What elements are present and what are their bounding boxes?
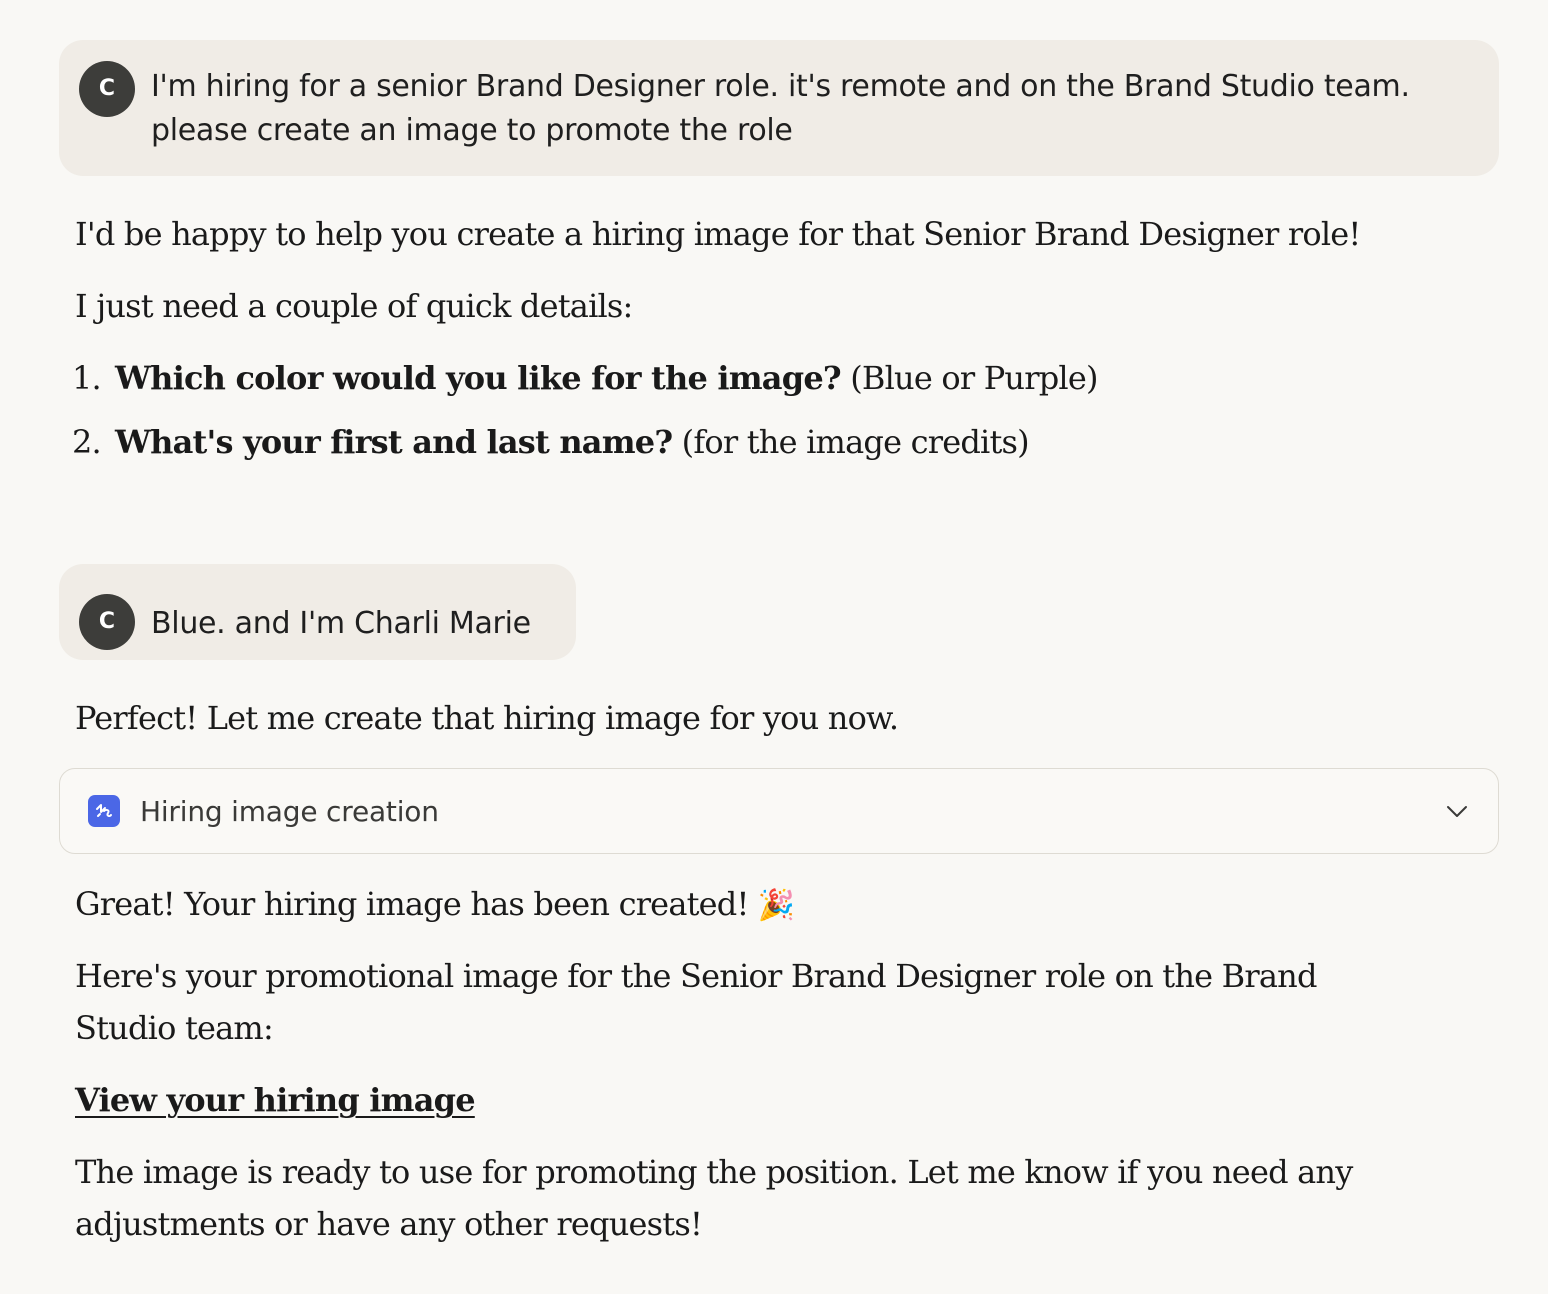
list-item-rest: (Blue or Purple) [840, 359, 1098, 397]
list-item-bold: What's your first and last name? [115, 423, 673, 461]
assistant-numbered-list [72, 352, 1098, 480]
list-number: 1. [72, 359, 101, 397]
assistant-paragraph: Perfect! Let me create that hiring image for you now. [75, 699, 899, 737]
tool-call-card[interactable] [59, 768, 1499, 854]
assistant-paragraph: The image is ready to use for promoting the position. Let me know if you need any adjustments or have any other requests! [75, 1153, 1353, 1243]
assistant-paragraph: I just need a couple of quick details: [75, 287, 633, 325]
user-avatar: C [79, 594, 135, 650]
user-message-2 [59, 564, 576, 660]
list-number: 2. [72, 423, 101, 461]
user-avatar: C [79, 61, 135, 117]
list-item-bold: Which color would you like for the image? [115, 359, 841, 397]
tool-squiggle-icon [88, 795, 120, 827]
user-message-text: I'm hiring for a senior Brand Designer role. it's remote and on the Brand Studio team. please create an image to promote the role [151, 69, 1410, 148]
view-hiring-image-link[interactable]: View your hiring image [75, 1081, 475, 1119]
success-text: Great! Your hiring image has been created! [75, 885, 749, 923]
assistant-paragraph: I'd be happy to help you create a hiring image for that Senior Brand Designer role! [75, 215, 1361, 253]
assistant-paragraph [75, 878, 794, 932]
chevron-down-icon[interactable] [1444, 798, 1470, 824]
tool-call-label: Hiring image creation [140, 794, 439, 828]
user-message-1 [59, 40, 1499, 176]
party-popper-icon: 🎉 [757, 888, 795, 923]
assistant-paragraph: Here's your promotional image for the Senior Brand Designer role on the Brand Studio team: [75, 957, 1317, 1047]
list-item [72, 416, 1098, 480]
user-message-text: Blue. and I'm Charli Marie [151, 606, 531, 641]
list-item-rest: (for the image credits) [672, 423, 1029, 461]
list-item [72, 352, 1098, 416]
